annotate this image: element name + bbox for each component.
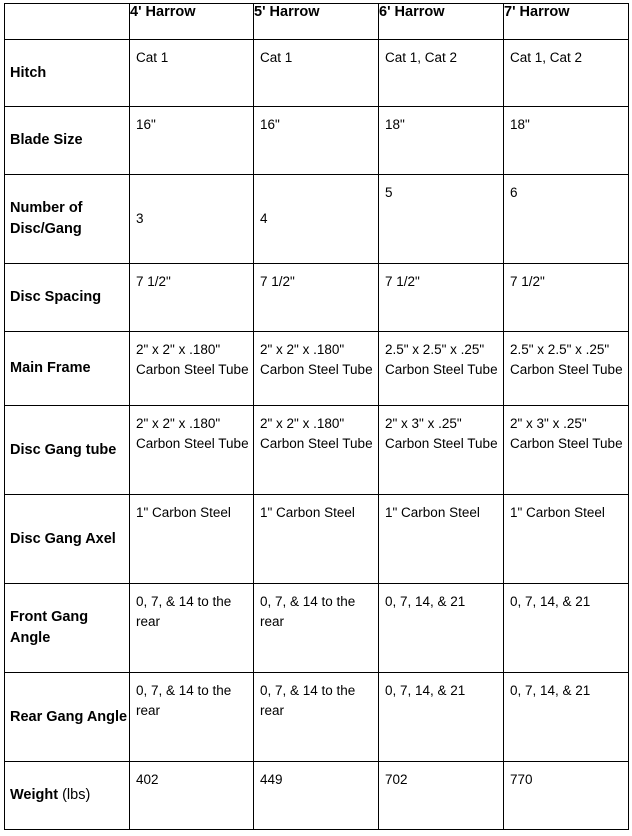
header-5ft: 5' Harrow bbox=[254, 4, 379, 40]
header-row bbox=[5, 4, 629, 40]
table-cell: 3 bbox=[130, 175, 254, 264]
table-cell: 16" bbox=[254, 107, 379, 175]
table-cell: 2" x 2" x .180" Carbon Steel Tube bbox=[130, 406, 254, 495]
table-cell: Cat 1 bbox=[130, 40, 254, 107]
row-label: Hitch bbox=[5, 40, 130, 107]
table-cell: 7 1/2" bbox=[379, 264, 504, 332]
table-cell: Cat 1 bbox=[254, 40, 379, 107]
table-row bbox=[5, 762, 629, 830]
table-cell: 0, 7, 14, & 21 bbox=[504, 673, 629, 762]
table-cell: 0, 7, & 14 to the rear bbox=[130, 584, 254, 673]
table-cell: 2.5" x 2.5" x .25" Carbon Steel Tube bbox=[504, 332, 629, 406]
table-cell: Cat 1, Cat 2 bbox=[379, 40, 504, 107]
table-cell: 18" bbox=[379, 107, 504, 175]
header-6ft: 6' Harrow bbox=[379, 4, 504, 40]
table-cell: 1" Carbon Steel bbox=[130, 495, 254, 584]
table-cell: 0, 7, 14, & 21 bbox=[379, 584, 504, 673]
table-cell: 5 bbox=[379, 175, 504, 264]
table-row bbox=[5, 264, 629, 332]
table-cell: 6 bbox=[504, 175, 629, 264]
header-4ft: 4' Harrow bbox=[130, 4, 254, 40]
table-row bbox=[5, 107, 629, 175]
table-cell: 702 bbox=[379, 762, 504, 830]
table-cell: 16" bbox=[130, 107, 254, 175]
table-row bbox=[5, 175, 629, 264]
row-label: Disc Gang tube bbox=[5, 406, 130, 495]
table-cell: 2" x 3" x .25" Carbon Steel Tube bbox=[504, 406, 629, 495]
table-cell: 0, 7, & 14 to the rear bbox=[254, 673, 379, 762]
table-cell: 402 bbox=[130, 762, 254, 830]
table-row bbox=[5, 584, 629, 673]
table-cell: 2" x 2" x .180" Carbon Steel Tube bbox=[254, 406, 379, 495]
table-cell: 0, 7, 14, & 21 bbox=[379, 673, 504, 762]
row-label: Disc Gang Axel bbox=[5, 495, 130, 584]
table-cell: Cat 1, Cat 2 bbox=[504, 40, 629, 107]
table-cell: 7 1/2" bbox=[254, 264, 379, 332]
row-label: Blade Size bbox=[5, 107, 130, 175]
table-cell: 2" x 3" x .25" Carbon Steel Tube bbox=[379, 406, 504, 495]
header-corner bbox=[5, 4, 130, 40]
table-cell: 0, 7, 14, & 21 bbox=[504, 584, 629, 673]
table-cell: 2" x 2" x .180" Carbon Steel Tube bbox=[254, 332, 379, 406]
row-label: Main Frame bbox=[5, 332, 130, 406]
table-cell: 18" bbox=[504, 107, 629, 175]
row-label: Weight (lbs) bbox=[5, 762, 130, 830]
table-cell: 0, 7, & 14 to the rear bbox=[254, 584, 379, 673]
table-cell: 2" x 2" x .180" Carbon Steel Tube bbox=[130, 332, 254, 406]
table-row bbox=[5, 332, 629, 406]
table-row bbox=[5, 40, 629, 107]
row-label: Number of Disc/Gang bbox=[5, 175, 130, 264]
header-7ft: 7' Harrow bbox=[504, 4, 629, 40]
table-cell: 1" Carbon Steel bbox=[504, 495, 629, 584]
table-cell: 4 bbox=[254, 175, 379, 264]
table-cell: 7 1/2" bbox=[130, 264, 254, 332]
row-label: Disc Spacing bbox=[5, 264, 130, 332]
table-row bbox=[5, 673, 629, 762]
table-row bbox=[5, 406, 629, 495]
table-cell: 7 1/2" bbox=[504, 264, 629, 332]
table-cell: 1" Carbon Steel bbox=[254, 495, 379, 584]
table-cell: 449 bbox=[254, 762, 379, 830]
table-cell: 770 bbox=[504, 762, 629, 830]
row-label: Rear Gang Angle bbox=[5, 673, 130, 762]
spec-table bbox=[4, 3, 629, 830]
unit-label: (lbs) bbox=[62, 787, 91, 803]
table-cell: 2.5" x 2.5" x .25" Carbon Steel Tube bbox=[379, 332, 504, 406]
table-row bbox=[5, 495, 629, 584]
row-label: Front Gang Angle bbox=[5, 584, 130, 673]
table-cell: 0, 7, & 14 to the rear bbox=[130, 673, 254, 762]
table-cell: 1" Carbon Steel bbox=[379, 495, 504, 584]
